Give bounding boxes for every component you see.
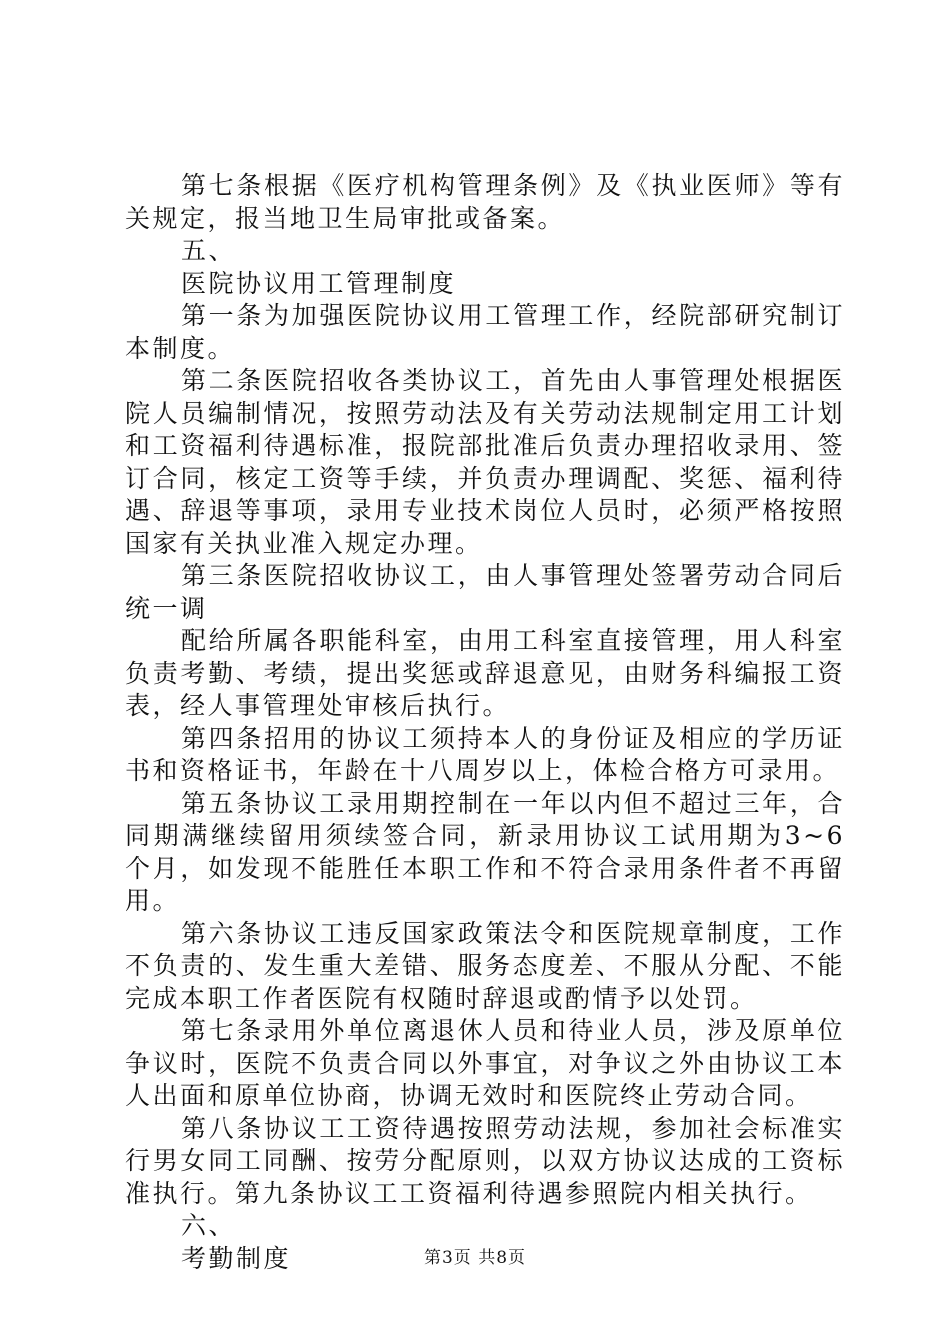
paragraph: 第二条医院招收各类协议工，首先由人事管理处根据医院人员编制情况，按照劳动法及有关劳动法规制定用工计划和工资福利待遇标准，报院部批准后负责办理招收录用、签订合同，核定工资等手续，并负责办理调配、奖惩、福利待遇、辞退等事项，录用专业技术岗位人员时，必须严格按照国家有关执业准入规定办理。: [125, 366, 845, 558]
paragraph: 第八条协议工工资待遇按照劳动法规，参加社会标准实行男女同工同酬、按劳分配原则，以双方协议达成的工资标准执行。第九条协议工工资福利待遇参照院内相关执行。: [125, 1113, 845, 1208]
section-number: 六、: [181, 1211, 237, 1240]
paragraph: 第五条协议工录用期控制在一年以内但不超过三年，合同期满继续留用须续签合同，新录用协议工试用期为3~6个月，如发现不能胜任本职工作和不符合录用条件者不再留用。: [125, 788, 845, 915]
paragraph: 第七条录用外单位离退休人员和待业人员，涉及原单位争议时，医院不负责合同以外事宜，对争议之外由协议工本人出面和原单位协商，协调无效时和医院终止劳动合同。: [125, 1016, 845, 1110]
paragraph: 第七条根据《医疗机构管理条例》及《执业医师》等有关规定，报当地卫生局审批或备案。: [125, 171, 845, 233]
paragraph: 第一条为加强医院协议用工管理工作，经院部研究制订本制度。: [125, 301, 845, 363]
page-number-label: 第3页 共8页: [423, 1248, 527, 1268]
paragraph: 第四条招用的协议工须持本人的身份证及相应的学历证书和资格证书，年龄在十八周岁以上，体检合格方可录用。: [125, 723, 845, 785]
page-footer: [0, 1248, 950, 1268]
document-body: [125, 170, 845, 1275]
paragraph: 第三条医院招收协议工，由人事管理处签署劳动合同后统一调: [125, 561, 845, 623]
paragraph: 配给所属各职能科室，由用工科室直接管理，用人科室负责考勤、考绩，提出奖惩或辞退意见，由财务科编报工资表，经人事管理处审核后执行。: [125, 626, 845, 720]
paragraph: 第六条协议工违反国家政策法令和医院规章制度，工作不负责的、发生重大差错、服务态度差、不服从分配、不能完成本职工作者医院有权随时辞退或酌情予以处罚。: [125, 918, 845, 1013]
section-heading: 考勤制度: [181, 1243, 292, 1273]
section-heading: 医院协议用工管理制度: [181, 268, 457, 298]
section-number: 五、: [181, 236, 237, 265]
